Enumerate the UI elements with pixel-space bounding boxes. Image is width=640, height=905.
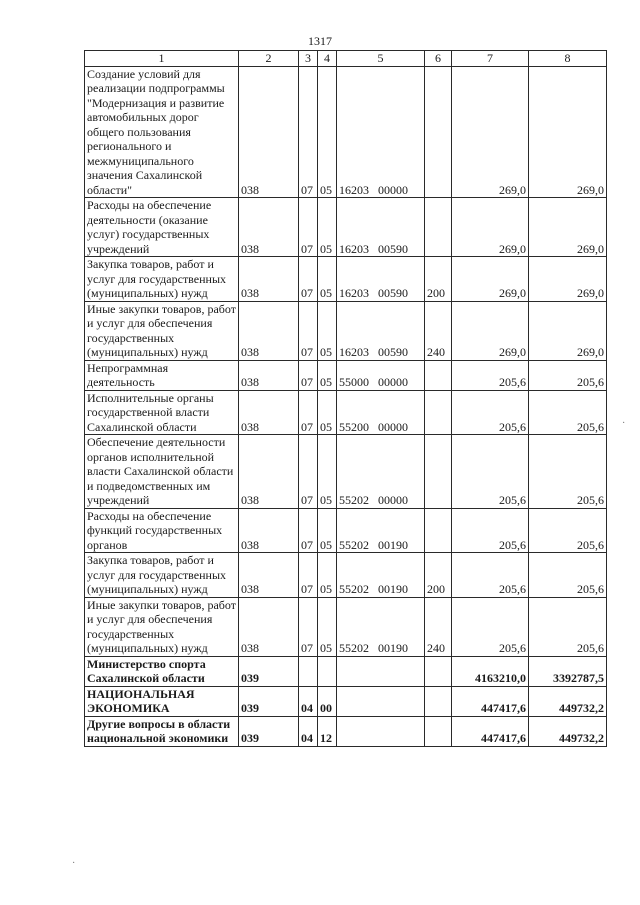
cell-target-article: 16203 00590 — [337, 257, 425, 302]
cell-amount-year-2: 205,6 — [529, 360, 607, 390]
table-row — [85, 66, 607, 198]
cell-amount-year-2: 205,6 — [529, 597, 607, 656]
cell-expense-type: 240 — [425, 597, 452, 656]
cell-name: Обеспечение деятельности органов исполнительной власти Сахалинской области и подведомственных им учреждений — [85, 435, 239, 509]
cell-amount-year-2: 3392787,5 — [529, 656, 607, 686]
cell-expense-type: 200 — [425, 257, 452, 302]
cell-amount-year-2: 449732,2 — [529, 716, 607, 746]
cell-target-article — [337, 686, 425, 716]
cell-target-article: 55202 00190 — [337, 508, 425, 553]
cell-target-article: 55000 00000 — [337, 360, 425, 390]
cell-subsection — [318, 656, 337, 686]
cell-expense-type — [425, 198, 452, 257]
cell-ministry-code: 038 — [239, 360, 299, 390]
cell-expense-type — [425, 686, 452, 716]
cell-target-article: 16203 00590 — [337, 301, 425, 360]
budget-table — [84, 50, 607, 747]
cell-ministry-code: 038 — [239, 553, 299, 598]
table-row — [85, 597, 607, 656]
column-header: 7 — [452, 51, 529, 67]
cell-ministry-code: 039 — [239, 716, 299, 746]
table-header-row — [85, 51, 607, 67]
cell-section: 04 — [299, 716, 318, 746]
cell-amount-year-2: 449732,2 — [529, 686, 607, 716]
table-row — [85, 508, 607, 553]
cell-section: 07 — [299, 390, 318, 435]
cell-ministry-code: 039 — [239, 686, 299, 716]
cell-amount-year-1: 205,6 — [452, 508, 529, 553]
cell-amount-year-2: 205,6 — [529, 553, 607, 598]
cell-section: 07 — [299, 508, 318, 553]
cell-amount-year-1: 269,0 — [452, 257, 529, 302]
cell-amount-year-1: 205,6 — [452, 360, 529, 390]
cell-subsection: 05 — [318, 66, 337, 198]
table-row — [85, 435, 607, 509]
cell-amount-year-1: 269,0 — [452, 66, 529, 198]
cell-name: Закупка товаров, работ и услуг для государственных (муниципальных) нужд — [85, 257, 239, 302]
cell-amount-year-2: 269,0 — [529, 66, 607, 198]
cell-ministry-code: 038 — [239, 435, 299, 509]
cell-amount-year-2: 269,0 — [529, 198, 607, 257]
cell-ministry-code: 039 — [239, 656, 299, 686]
cell-subsection: 05 — [318, 301, 337, 360]
column-header: 6 — [425, 51, 452, 67]
cell-expense-type — [425, 435, 452, 509]
cell-ministry-code: 038 — [239, 390, 299, 435]
table-row — [85, 257, 607, 302]
column-header: 4 — [318, 51, 337, 67]
cell-name: Иные закупки товаров, работ и услуг для обеспечения государственных (муниципальных) нужд — [85, 301, 239, 360]
table-body — [85, 66, 607, 746]
cell-section — [299, 656, 318, 686]
cell-expense-type — [425, 360, 452, 390]
cell-subsection: 05 — [318, 360, 337, 390]
cell-amount-year-1: 447417,6 — [452, 686, 529, 716]
cell-amount-year-1: 205,6 — [452, 553, 529, 598]
cell-expense-type — [425, 390, 452, 435]
cell-ministry-code: 038 — [239, 597, 299, 656]
table-row — [85, 716, 607, 746]
cell-target-article: 16203 00000 — [337, 66, 425, 198]
cell-amount-year-2: 269,0 — [529, 301, 607, 360]
cell-subsection: 05 — [318, 508, 337, 553]
cell-section: 07 — [299, 435, 318, 509]
cell-name: Непрограммная деятельность — [85, 360, 239, 390]
cell-amount-year-1: 205,6 — [452, 390, 529, 435]
column-header: 1 — [85, 51, 239, 67]
cell-target-article — [337, 656, 425, 686]
cell-expense-type — [425, 656, 452, 686]
cell-amount-year-1: 269,0 — [452, 198, 529, 257]
cell-section: 07 — [299, 597, 318, 656]
cell-expense-type — [425, 716, 452, 746]
cell-amount-year-2: 205,6 — [529, 508, 607, 553]
cell-target-article: 16203 00590 — [337, 198, 425, 257]
cell-subsection: 05 — [318, 553, 337, 598]
cell-name: Расходы на обеспечение деятельности (оказание услуг) государственных учреждений — [85, 198, 239, 257]
cell-name: Министерство спорта Сахалинской области — [85, 656, 239, 686]
table-row — [85, 686, 607, 716]
page-number: 1317 — [308, 34, 332, 48]
cell-subsection: 00 — [318, 686, 337, 716]
cell-name: Иные закупки товаров, работ и услуг для обеспечения государственных (муниципальных) нужд — [85, 597, 239, 656]
scan-speck: · — [72, 858, 76, 869]
cell-target-article: 55202 00000 — [337, 435, 425, 509]
cell-target-article: 55202 00190 — [337, 553, 425, 598]
cell-ministry-code: 038 — [239, 198, 299, 257]
cell-section: 07 — [299, 360, 318, 390]
table-row — [85, 360, 607, 390]
scan-speck: · — [622, 418, 626, 429]
column-header: 2 — [239, 51, 299, 67]
cell-ministry-code: 038 — [239, 257, 299, 302]
cell-name: Другие вопросы в области национальной экономики — [85, 716, 239, 746]
cell-expense-type — [425, 508, 452, 553]
cell-amount-year-1: 447417,6 — [452, 716, 529, 746]
table-row — [85, 301, 607, 360]
cell-amount-year-2: 269,0 — [529, 257, 607, 302]
cell-name: НАЦИОНАЛЬНАЯ ЭКОНОМИКА — [85, 686, 239, 716]
cell-section: 07 — [299, 257, 318, 302]
table-row — [85, 656, 607, 686]
cell-subsection: 05 — [318, 390, 337, 435]
cell-amount-year-1: 269,0 — [452, 301, 529, 360]
cell-name: Создание условий для реализации подпрограммы "Модернизация и развитие автомобильных дорог общего пользования регионального и межмуниципального значения Сахалинской области" — [85, 66, 239, 198]
cell-section: 07 — [299, 553, 318, 598]
cell-ministry-code: 038 — [239, 508, 299, 553]
cell-section: 07 — [299, 301, 318, 360]
cell-amount-year-2: 205,6 — [529, 435, 607, 509]
table-row — [85, 198, 607, 257]
column-header: 8 — [529, 51, 607, 67]
cell-amount-year-1: 205,6 — [452, 435, 529, 509]
cell-ministry-code: 038 — [239, 301, 299, 360]
cell-subsection: 05 — [318, 257, 337, 302]
cell-expense-type: 200 — [425, 553, 452, 598]
cell-target-article: 55202 00190 — [337, 597, 425, 656]
cell-subsection: 05 — [318, 597, 337, 656]
cell-expense-type: 240 — [425, 301, 452, 360]
cell-name: Исполнительные органы государственной власти Сахалинской области — [85, 390, 239, 435]
cell-target-article — [337, 716, 425, 746]
cell-subsection: 05 — [318, 198, 337, 257]
cell-expense-type — [425, 66, 452, 198]
cell-section: 07 — [299, 66, 318, 198]
cell-amount-year-2: 205,6 — [529, 390, 607, 435]
column-header: 3 — [299, 51, 318, 67]
cell-ministry-code: 038 — [239, 66, 299, 198]
table-row — [85, 553, 607, 598]
cell-amount-year-1: 4163210,0 — [452, 656, 529, 686]
cell-target-article: 55200 00000 — [337, 390, 425, 435]
cell-section: 07 — [299, 198, 318, 257]
cell-section: 04 — [299, 686, 318, 716]
table-row — [85, 390, 607, 435]
column-header: 5 — [337, 51, 425, 67]
cell-amount-year-1: 205,6 — [452, 597, 529, 656]
cell-subsection: 12 — [318, 716, 337, 746]
cell-name: Закупка товаров, работ и услуг для государственных (муниципальных) нужд — [85, 553, 239, 598]
cell-subsection: 05 — [318, 435, 337, 509]
cell-name: Расходы на обеспечение функций государственных органов — [85, 508, 239, 553]
